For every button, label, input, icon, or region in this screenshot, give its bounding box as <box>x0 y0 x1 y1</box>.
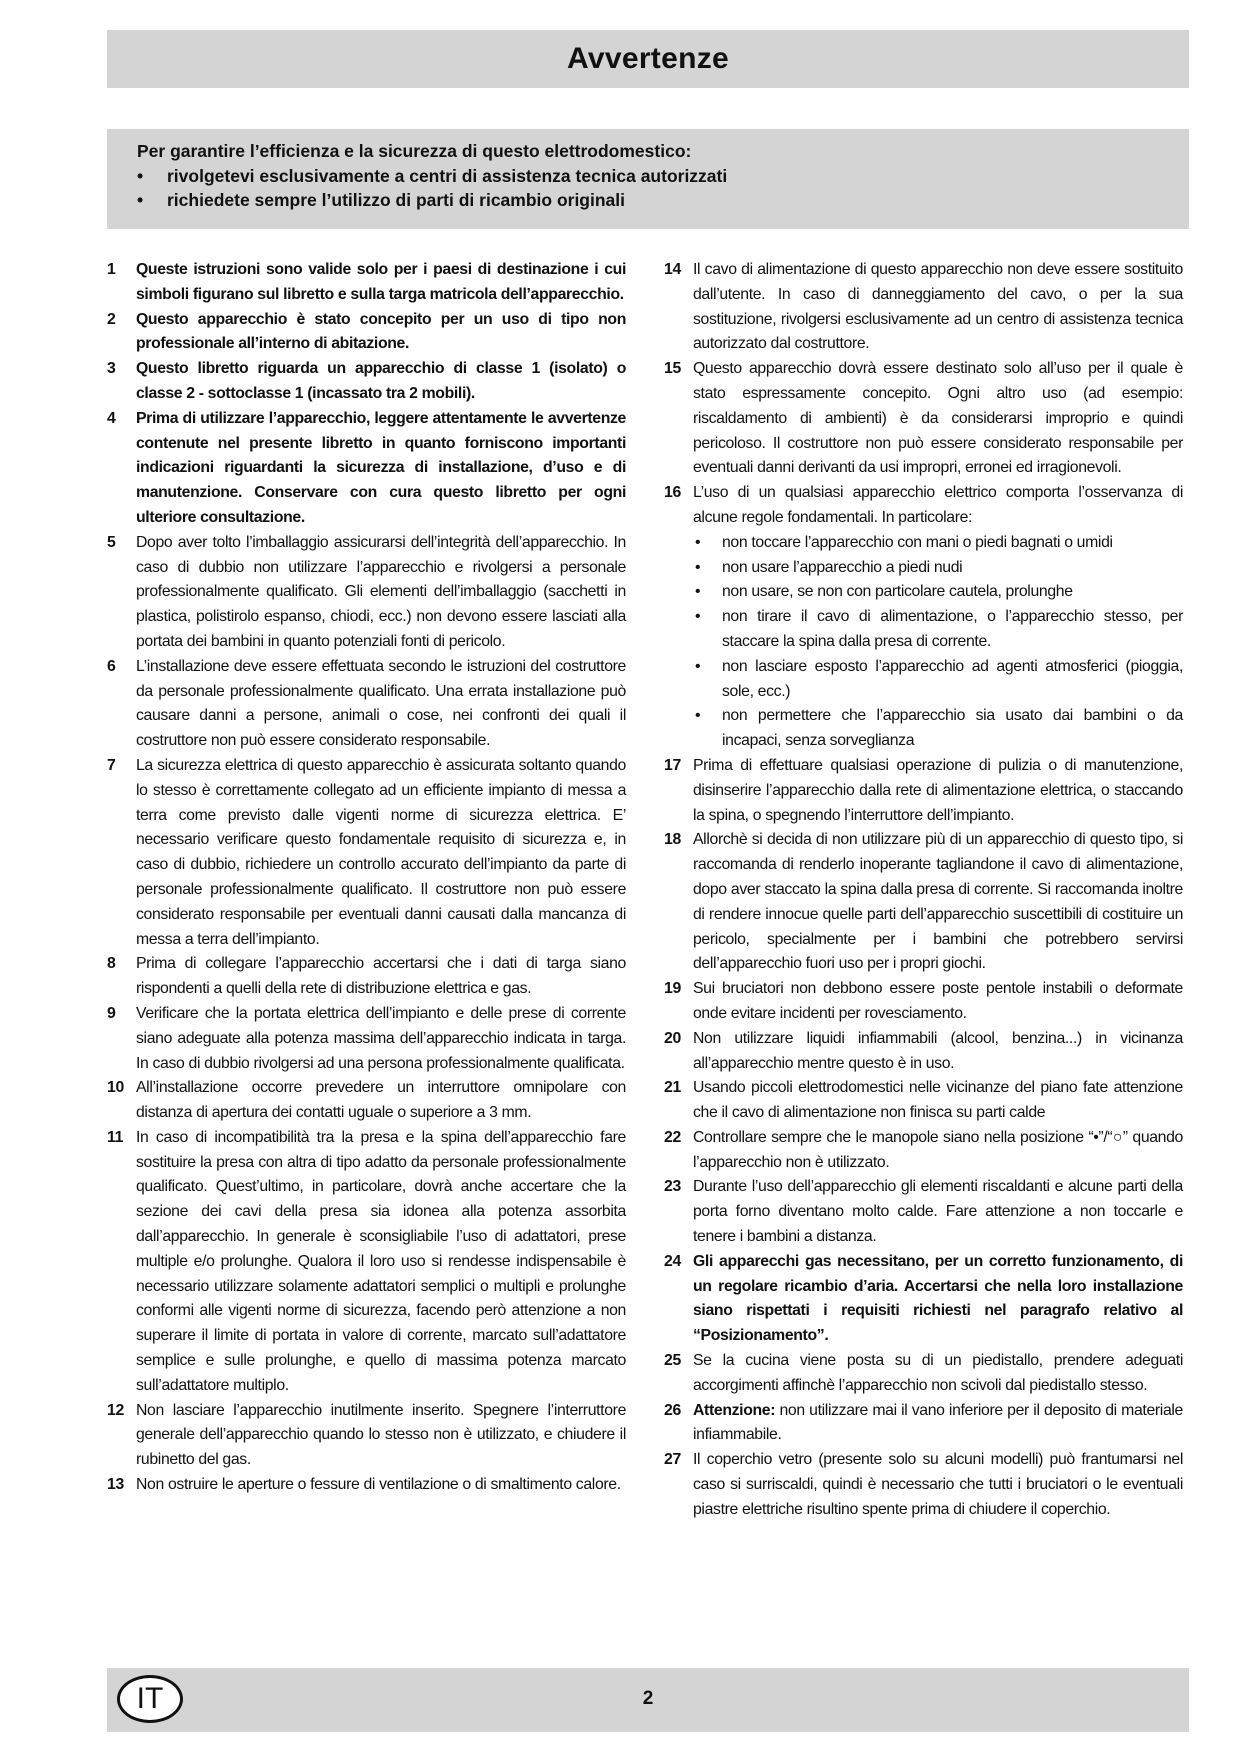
item-text: Non ostruire le aperture o fessure di ventilazione o di smaltimento calore. <box>136 1476 621 1494</box>
sub-list-item <box>693 704 1183 754</box>
bullet-icon: • <box>695 558 701 576</box>
warning-item <box>664 1250 1183 1349</box>
intro-bullet-text: rivolgetevi esclusivamente a centri di assistenza tecnica autorizzati <box>167 165 728 186</box>
sub-list-item <box>693 556 1183 581</box>
sub-item-text: non usare l’apparecchio a piedi nudi <box>722 558 963 576</box>
warning-item <box>664 977 1183 1027</box>
item-number: 9 <box>107 1004 116 1022</box>
bullet-icon: • <box>137 165 144 186</box>
item-text: Il coperchio vetro (presente solo su alcuni modelli) può frantumarsi nel caso si surriscaldi, quindi è necessario che tutti i bruciatori o le eventuali piastre elettriche risultino spente prima di chiudere il coperchio. <box>693 1451 1183 1518</box>
page-number: 2 <box>642 1688 654 1709</box>
warning-item <box>664 1448 1183 1522</box>
warning-item <box>664 357 1183 481</box>
item-number: 19 <box>664 980 681 998</box>
bullet-icon: • <box>695 533 701 551</box>
item-number: 15 <box>664 360 681 378</box>
item-number: 20 <box>664 1029 681 1047</box>
item-number: 3 <box>107 360 116 378</box>
item-number: 14 <box>664 261 681 278</box>
intro-heading: Per garantire l’efficienza e la sicurezza di questo elettrodomestico: <box>137 141 692 161</box>
sub-item-text: non permettere che l’apparecchio sia usato dai bambini o da incapaci, senza sorveglianza <box>722 707 1183 750</box>
item-text: Prima di utilizzare l’apparecchio, leggere attentamente le avvertenze contenute nel presente libretto in quanto forniscono importanti indicazioni riguardanti la sicurezza di installazione, d’uso e di manutenzione. Conservare con cura questo libretto per ogni ulteriore consultazione. <box>136 409 626 526</box>
item-text: Il cavo di alimentazione di questo apparecchio non deve essere sostituito dall’utente. In caso di danneggiamento del cavo, o per la sua sostituzione, rivolgersi esclusivamente ad un centro di assistenza tecnica autorizzato dal costruttore. <box>693 261 1183 353</box>
item-number: 27 <box>664 1451 681 1469</box>
sub-item-text: non tirare il cavo di alimentazione, o l’apparecchio stesso, per staccare la spina dalla presa di corrente. <box>722 608 1183 650</box>
warning-item <box>664 481 1183 754</box>
warning-item <box>107 1076 626 1126</box>
item-text: Non utilizzare liquidi infiammabili (alcool, benzina...) in vicinanza all’apparecchio mentre questo è in uso. <box>693 1029 1183 1072</box>
item-text: Verificare che la portata elettrica dell’impianto e delle prese di corrente siano adeguate alla potenza massima dell’apparecchio indicata in targa. In caso di dubbio rivolgersi ad una persona professionalmente qualificata. <box>136 1004 626 1072</box>
warning-item <box>107 407 626 531</box>
item-number: 8 <box>107 955 116 973</box>
sub-list-item <box>693 655 1183 705</box>
item-text: Allorchè si decida di non utilizzare più di un apparecchio di questo tipo, si raccomanda di renderlo inoperante tagliandone il cavo di alimentazione, dopo aver staccato la spina dalla presa di corrente. Si raccomanda inoltre di rendere innocue quelle parti dell’apparecchio suscettibili di costituire un pericolo, specialmente per i bambini che potrebbero servirsi dell’apparecchio fuori uso per i propri giochi. <box>693 831 1183 973</box>
item-number: 4 <box>107 409 116 427</box>
item-text: Usando piccoli elettrodomestici nelle vicinanze del piano fate attenzione che il cavo di alimentazione non finisca su parti calde <box>693 1079 1183 1122</box>
item-body <box>693 481 1183 754</box>
footer-bar <box>107 1668 1189 1732</box>
warning-item <box>664 258 1183 357</box>
warning-item <box>664 1349 1183 1399</box>
warning-item <box>664 754 1183 828</box>
item-text: Gli apparecchi gas necessitano, per un corretto funzionamento, di un regolare ricambio d’aria. Accertarsi che nella loro installazione siano rispettati i requisiti richiesti nel paragrafo relativo al “Posizionamento”. <box>693 1252 1183 1345</box>
item-text: Queste istruzioni sono valide solo per i paesi di destinazione i cui simboli figurano sul libretto e sulla targa matricola dell’apparecchio. <box>136 261 626 303</box>
left-column <box>107 258 626 1498</box>
item-text: Prima di effettuare qualsiasi operazione di pulizia o di manutenzione, disinserire l’apparecchio dalla rete di alimentazione elettrica, o staccando la spina, o spegnendo l’interruttore dell’impianto. <box>693 756 1183 824</box>
item-body <box>693 1399 1183 1449</box>
item-text: non utilizzare mai il vano inferiore per il deposito di materiale infiammabile. <box>693 1401 1183 1444</box>
warning-item <box>664 1027 1183 1077</box>
item-number: 25 <box>664 1352 681 1370</box>
warning-item <box>664 1399 1183 1449</box>
bullet-icon: • <box>137 190 144 210</box>
item-text: Durante l’uso dell’apparecchio gli elementi riscaldanti e alcune parti della porta forno diventano molto calde. Fare attenzione a non toccarle e tenere i bambini a distanza. <box>693 1178 1183 1246</box>
right-column <box>664 258 1183 1523</box>
sub-item-text: non toccare l’apparecchio con mani o piedi bagnati o umidi <box>722 533 1113 551</box>
warning-item <box>664 1076 1183 1126</box>
item-text: Controllare sempre che le manopole siano nella posizione “•”/“○” quando l’apparecchio non è utilizzato. <box>693 1128 1183 1171</box>
item-number: 6 <box>107 657 116 675</box>
item-text: Prima di collegare l’apparecchio accertarsi che i dati di targa siano rispondenti a quelli della rete di distribuzione elettrica e gas. <box>136 955 626 998</box>
item-text: Non lasciare l’apparecchio inutilmente inserito. Spegnere l’interruttore generale dell’apparecchio quando lo stesso non è utilizzato, e chiudere il rubinetto del gas. <box>136 1401 626 1469</box>
sub-list-item <box>693 531 1183 556</box>
item-text: Questo apparecchio è stato concepito per un uso di tipo non professionale all’interno di abitazione. <box>136 310 626 353</box>
item-text: Se la cucina viene posta su di un piedistallo, prendere adeguati accorgimenti affinchè l’apparecchio non scivoli dal piedistallo stesso. <box>693 1352 1183 1394</box>
item-number: 2 <box>107 310 116 328</box>
item-number: 23 <box>664 1178 681 1196</box>
bullet-icon: • <box>695 583 701 601</box>
item-text: L’installazione deve essere effettuata secondo le istruzioni del costruttore da personale professionalmente qualificato. Una errata installazione può causare danni a persone, animali o cose, nei confronti dei quali il costruttore non può essere considerato responsabile. <box>136 657 626 750</box>
page-title: Avvertenze <box>567 42 729 75</box>
warning-item <box>664 828 1183 977</box>
item-number: 16 <box>664 484 681 502</box>
warning-item <box>107 655 626 754</box>
warning-item <box>107 1399 626 1473</box>
warning-item <box>107 258 626 308</box>
warning-item <box>107 1126 626 1399</box>
item-number: 22 <box>664 1128 681 1146</box>
warning-item <box>107 754 626 952</box>
intro-bullet <box>137 188 1159 213</box>
item-number: 1 <box>107 261 116 278</box>
sub-list <box>693 531 1183 754</box>
item-number: 5 <box>107 533 116 551</box>
bullet-icon: • <box>695 707 701 725</box>
item-number: 24 <box>664 1252 681 1270</box>
warning-item <box>107 1473 626 1498</box>
warning-item <box>664 1175 1183 1249</box>
item-number: 13 <box>107 1476 124 1494</box>
intro-bullet-text: richiedete sempre l’utilizzo di parti di ricambio originali <box>167 190 626 210</box>
item-number: 10 <box>107 1079 124 1097</box>
sub-item-text: non usare, se non con particolare cautela, prolunghe <box>722 583 1073 601</box>
item-number: 12 <box>107 1401 124 1419</box>
language-badge: IT <box>117 1675 183 1723</box>
warning-item <box>664 1126 1183 1176</box>
item-number: 21 <box>664 1079 681 1097</box>
item-text: L’uso di un qualsiasi apparecchio elettrico comporta l’osservanza di alcune regole fondamentali. In particolare: <box>693 484 1183 526</box>
item-text: Sui bruciatori non debbono essere poste pentole instabili o deformate onde evitare incidenti per rovesciamento. <box>693 980 1183 1022</box>
intro-box <box>107 129 1189 229</box>
warning-item <box>107 531 626 655</box>
sub-item-text: non lasciare esposto l’apparecchio ad agenti atmosferici (pioggia, sole, ecc.) <box>722 657 1183 700</box>
item-text: La sicurezza elettrica di questo apparecchio è assicurata soltanto quando lo stesso è correttamente collegato ad un efficiente impianto di messa a terra come previsto dalle vigenti norme di sicurezza elettrica. E’ necessario verificare questo fondamentale requisito di sicurezza e, in caso di dubbio, richiedere un controllo accurato dell’impianto da parte di personale professionalmente qualificato. Il costruttore non può essere considerato responsabile per eventuali danni causati dalla mancanza di messa a terra dell’impianto. <box>136 756 626 948</box>
item-text: Questo apparecchio dovrà essere destinato solo all’uso per il quale è stato espressamente concepito. Ogni altro uso (ad esempio: riscaldamento di ambienti) è da considerarsi improprio e quindi pericoloso. Il costruttore non può essere considerato responsabile per eventuali danni derivanti da usi impropri, erronei ed irragionevoli. <box>693 360 1183 477</box>
intro-bullet <box>137 164 1159 189</box>
item-number: 17 <box>664 756 681 774</box>
item-number: 18 <box>664 831 681 849</box>
sub-list-item <box>693 580 1183 605</box>
item-number: 11 <box>107 1128 124 1146</box>
item-text: In caso di incompatibilità tra la presa e la spina dell’apparecchio fare sostituire la presa con altra di tipo adatto da personale professionalmente qualificato. Quest’ultimo, in particolare, dovrà anche accertare che la sezione dei cavi della presa sia idonea alla potenza assorbita dall’apparecchio. In generale è sconsigliabile l’uso di adattatori, prese multiple e/o prolunghe. Qualora il loro uso si rendesse indispensabile è necessario utilizzare solamente adattatori semplici o multipli e prolunghe conformi alle vigenti norme di sicurezza, facendo però attenzione a non superare il limite di portata in valore di corrente, marcato sull’adattatore semplice e sulle prolunghe, e quello di massima potenza marcato sull’adattatore multiplo. <box>136 1128 626 1394</box>
title-bar <box>107 30 1189 88</box>
item-number: 26 <box>664 1401 681 1419</box>
item-number: 7 <box>107 756 116 774</box>
warning-item <box>107 308 626 358</box>
warning-item <box>107 357 626 407</box>
warning-item <box>107 952 626 1002</box>
item-text: Dopo aver tolto l’imballaggio assicurarsi dell’integrità dell’apparecchio. In caso di dubbio non utilizzare l’apparecchio e rivolgersi a personale professionalmente qualificato. Gli elementi dell’imballaggio (sacchetti in plastica, polistirolo espanso, chiodi, ecc.) non devono essere lasciati alla portata dei bambini in quanto potenziali fonti di pericolo. <box>136 533 626 650</box>
item-text: All’installazione occorre prevedere un interruttore omnipolare con distanza di apertura dei contatti uguale o superiore a 3 mm. <box>136 1079 626 1122</box>
bullet-icon: • <box>695 657 701 675</box>
attention-label: Attenzione: <box>693 1401 776 1419</box>
sub-list-item <box>693 605 1183 655</box>
bullet-icon: • <box>695 608 701 626</box>
item-text: Questo libretto riguarda un apparecchio di classe 1 (isolato) o classe 2 - sottoclasse 1 (incassato tra 2 mobili). <box>136 360 626 402</box>
warning-item <box>107 1002 626 1076</box>
